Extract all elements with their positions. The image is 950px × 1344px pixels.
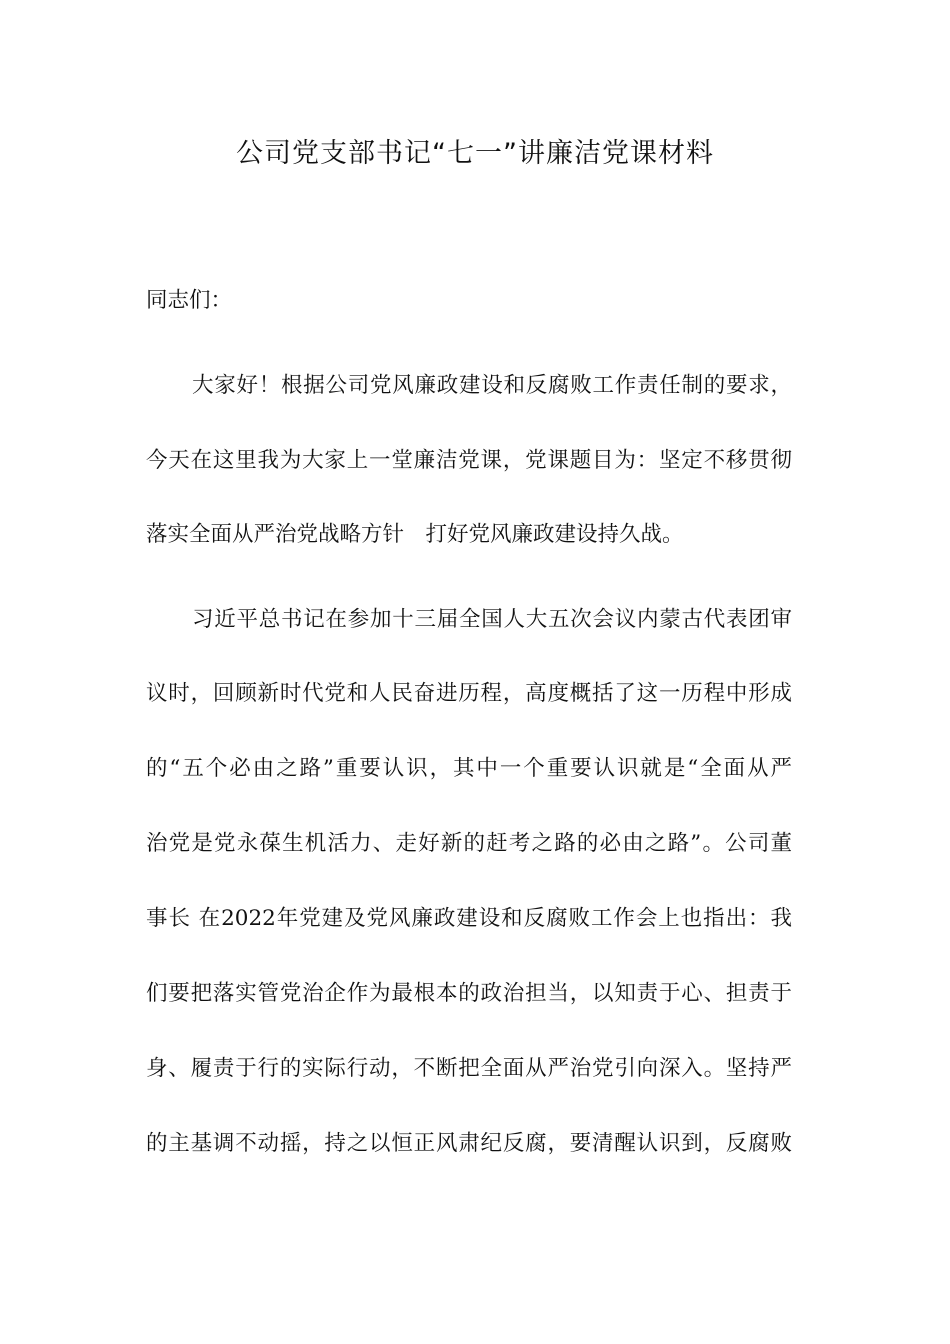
paragraph-2-line-3: 的“五个必由之路”重要认识，其中一个重要认识就是“全面从严: [146, 756, 792, 781]
paragraph-2-line-2: 议时，回顾新时代党和人民奋进历程，高度概括了这一历程中形成: [146, 681, 792, 706]
paragraph-1-line-1: 大家好！根据公司党风廉政建设和反腐败工作责任制的要求，: [192, 373, 792, 398]
paragraph-2-line-4: 治党是党永葆生机活力、走好新的赶考之路的必由之路”。公司董: [146, 831, 792, 856]
paragraph-2-line-1: 习近平总书记在参加十三届全国人大五次会议内蒙古代表团审: [192, 607, 792, 632]
paragraph-1-line-3: 落实全面从严治党战略方针 打好党风廉政建设持久战。: [146, 522, 684, 547]
paragraph-2-line-5: 事长 在2022年党建及党风廉政建设和反腐败工作会上也指出：我: [146, 906, 792, 931]
paragraph-1-line-2: 今天在这里我为大家上一堂廉洁党课，党课题目为：坚定不移贯彻: [146, 448, 792, 473]
salutation: 同志们：: [146, 288, 233, 313]
document-title: 公司党支部书记“七一”讲廉洁党课材料: [236, 138, 714, 169]
document-body: [146, 0, 796, 1344]
paragraph-2-line-6: 们要把落实管党治企作为最根本的政治担当，以知责于心、担责于: [146, 981, 792, 1006]
paragraph-2-line-8: 的主基调不动摇，持之以恒正风肃纪反腐，要清醒认识到，反腐败: [146, 1131, 792, 1156]
paragraph-2-line-7: 身、履责于行的实际行动，不断把全面从严治党引向深入。坚持严: [146, 1056, 792, 1081]
